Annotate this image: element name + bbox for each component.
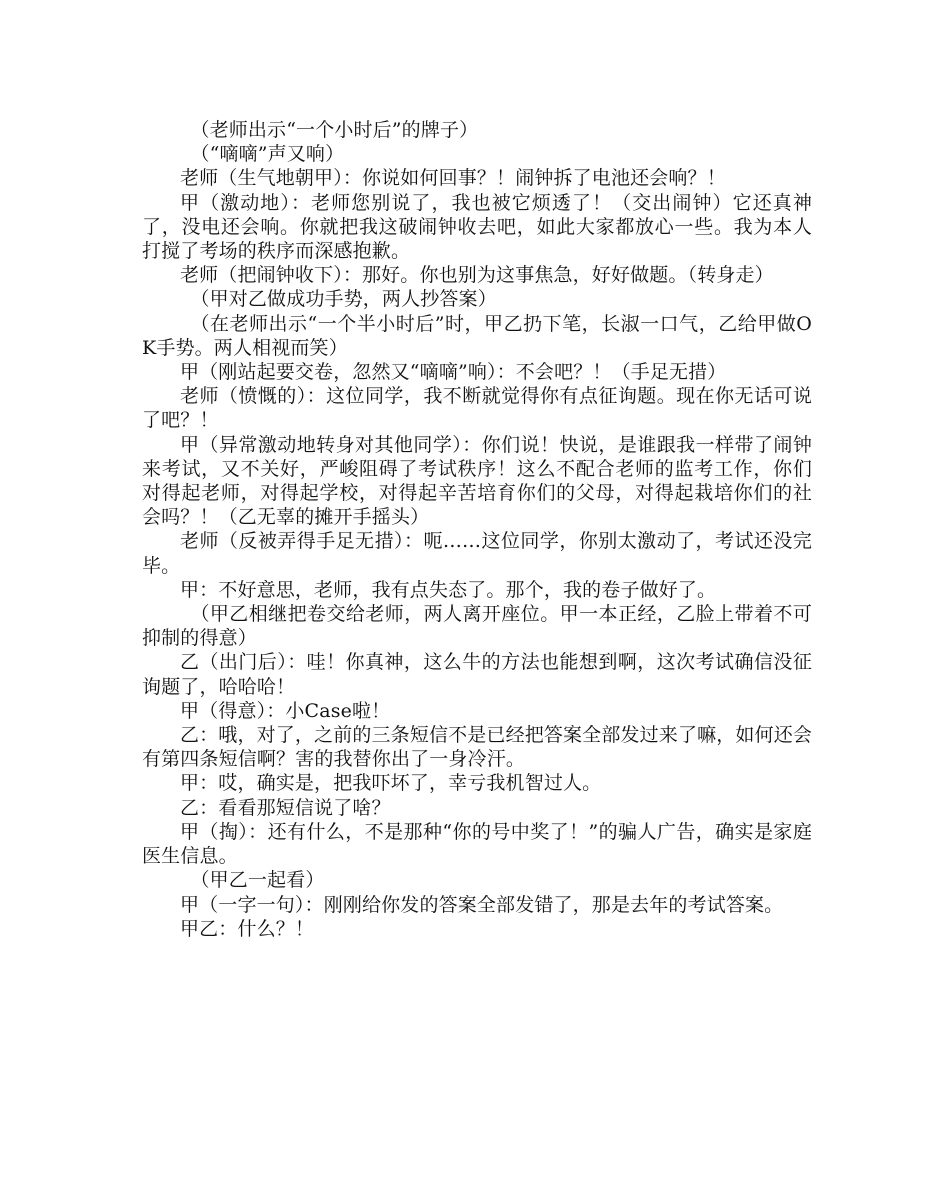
dialogue-line: 甲乙：什么？！ xyxy=(180,917,315,940)
dialogue-line: 甲（掏）：还有什么，不是那种“你的号中奖了！”的骗人广告，确实是家庭医生信息。 xyxy=(142,820,812,868)
dialogue-line: 乙（出门后）：哇！你真神，这么牛的方法也能想到啊，这次考试确信没征询题了，哈哈哈！ xyxy=(142,651,812,698)
stage-direction: （“嘀嘀”声又响） xyxy=(190,143,345,166)
stage-direction: （甲对乙做成功手势，两人抄答案） xyxy=(190,288,497,311)
script-body xyxy=(142,118,812,941)
dialogue-line: 老师（生气地朝甲）：你说如何回事？！闹钟拆了电池还会响？！ xyxy=(180,167,726,190)
stage-direction: （在老师出示“一个半小时后”时，甲乙扔下笔，长淑一口气，乙给甲做OK手势。两人相视而笑） xyxy=(142,312,812,359)
dialogue-line: 甲（一字一句）：刚刚给你发的答案全部发错了，那是去年的考试答案。 xyxy=(180,893,784,916)
dialogue-line: 甲（刚站起要交卷，忽然又“嘀嘀”响）：不会吧？！（手足无措） xyxy=(180,361,727,384)
stage-direction: （甲乙相继把卷交给老师，两人离开座位。甲一本正经，乙脸上带着不可抑制的得意） xyxy=(142,603,812,650)
dialogue-line: 甲（得意）：小Case啦！ xyxy=(180,699,391,722)
dialogue-line: 乙：看看那短信说了啥？ xyxy=(180,796,391,819)
stage-direction: （甲乙一起看） xyxy=(190,869,325,892)
dialogue-line: 乙：哦，对了，之前的三条短信不是已经把答案全部发过来了嘛，如何还会有第四条短信啊？害的我替你出了一身冷汗。 xyxy=(142,724,812,771)
dialogue-line: 甲（激动地）：老师您别说了，我也被它烦透了！（交出闹钟）它还真神了，没电还会响。你就把我这破闹钟收去吧，如此大家都放心一些。我为本人打搅了考场的秩序而深感抱歉。 xyxy=(142,191,812,263)
dialogue-line: 老师（愤慨的）：这位同学，我不断就觉得你有点征询题。现在你无话可说了吧？！ xyxy=(142,385,812,432)
dialogue-line: 老师（把闹钟收下）：那好。你也别为这事焦急，好好做题。（转身走） xyxy=(180,264,774,287)
stage-direction: （老师出示“一个小时后”的牌子） xyxy=(190,119,479,141)
dialogue-line: 甲：不好意思，老师，我有点失态了。那个，我的卷子做好了。 xyxy=(180,578,717,601)
dialogue-line: 甲：哎，确实是，把我吓坏了，幸亏我机智过人。 xyxy=(180,772,602,795)
dialogue-line: 甲（异常激动地转身对其他同学）：你们说！快说，是谁跟我一样带了闹钟来考试，又不关好，严峻阻碍了考试秩序！这么不配合老师的监考工作，你们对得起老师，对得起学校，对得起辛苦培育你们的父母，对得起栽培你们的社会吗？！（乙无辜的摊开手摇头） xyxy=(142,433,812,529)
dialogue-line: 老师（反被弄得手足无措）：呃……这位同学，你别太激动了，考试还没完毕。 xyxy=(142,530,812,577)
